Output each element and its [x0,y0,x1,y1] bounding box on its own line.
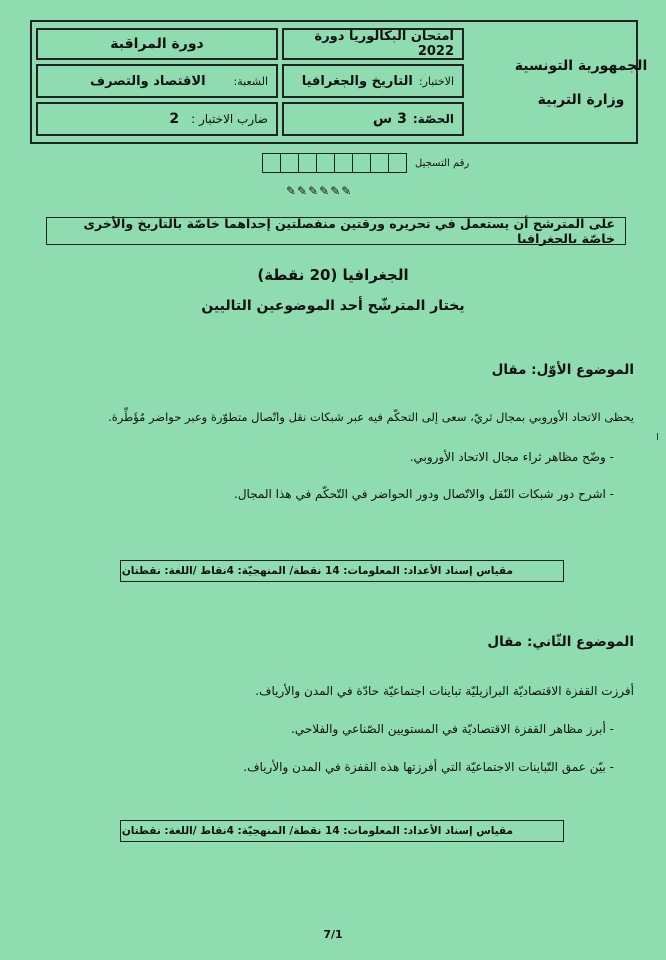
exam-title-cell [282,28,464,60]
subject-label: الاختبار: [418,74,454,88]
topic2-question-2: - بيّن عمق التّباينات الاجتماعيّة التي أفرزتها هذه القفزة في المدن والأرياف. [243,760,614,774]
section-subtitle: يختار المترشّح أحد الموضوعين التاليين [201,298,465,314]
topic2-intro: أفرزت القفزة الاقتصاديّة البرازيليّة تباينات اجتماعيّة حادّة في المدن والأرياف. [255,684,634,698]
exam-title: امتحان البكالوريا دورة 2022 [314,29,454,59]
branch-cell [36,64,278,98]
branch-value: الاقتصاد والتصرف [89,73,206,89]
registration-boxes[interactable] [262,153,407,173]
duration-value: 3 س [372,111,407,127]
page-number: 7/1 [323,928,343,941]
pencil-icon: ✎✎✎✎✎✎ [286,184,353,198]
coefficient-cell [36,102,278,136]
ministry-name: وزارة التربية [537,92,625,108]
topic1-title: الموضوع الأوّل: مقال [491,362,634,378]
duration-cell [282,102,464,136]
registration-label: رقم التسجيل [415,157,470,169]
topic1-question-1: - وضّح مظاهر ثراء مجال الاتحاد الأوروبي. [409,450,614,464]
coefficient-label: ضارب الاختبار : [191,112,268,126]
instruction-box: على المترشح أن يستعمل في تحريره ورقتين منفصلتين إحداهما خاصّة بالتاريخ والأخرى خاصّة بالجغرافيا [46,217,626,245]
duration-label: الحصّة: [412,112,454,126]
topic1-intro: يحظى الاتحاد الأوروبي بمجال ثريّ، سعى إلى التحكّم فيه عبر شبكات نقل واتّصال متطوّرة وعبر حواضر مُؤَطِّرة. [108,410,634,424]
section-title: الجغرافيا (20 نقطة) [257,266,409,284]
topic2-grading-criteria: مقياس إسناد الأعداد: المعلومات: 14 نقطة/ المنهجيّة: 4نقاط /اللغة: نقطتان [120,820,564,842]
registration-number [262,153,469,173]
ministry-block [498,26,664,140]
topic1-question-2: - اشرح دور شبكات النّقل والاتّصال ودور الحواضر في التّحكّم في هذا المجال. [234,487,614,501]
topic2-question-1: - أبرز مظاهر القفزة الاقتصاديّة في المستويين الصّناعي والفلاحي. [291,722,614,736]
margin-mark: I [656,432,659,443]
topic2-title: الموضوع الثّاني: مقال [487,634,634,650]
session-name: دورة المراقبة [110,36,204,52]
republic-name: الجمهورية التونسية [514,58,648,74]
subject-cell [282,64,464,98]
coefficient-value: 2 [169,111,180,127]
branch-label: الشعبة: [233,74,268,88]
topic1-grading-criteria: مقياس إسناد الأعداد: المعلومات: 14 نقطة/ المنهجيّة: 4نقاط /اللغة: نقطتان [120,560,564,582]
session-cell [36,28,278,60]
subject-value: التاريخ والجغرافيا [301,73,413,89]
